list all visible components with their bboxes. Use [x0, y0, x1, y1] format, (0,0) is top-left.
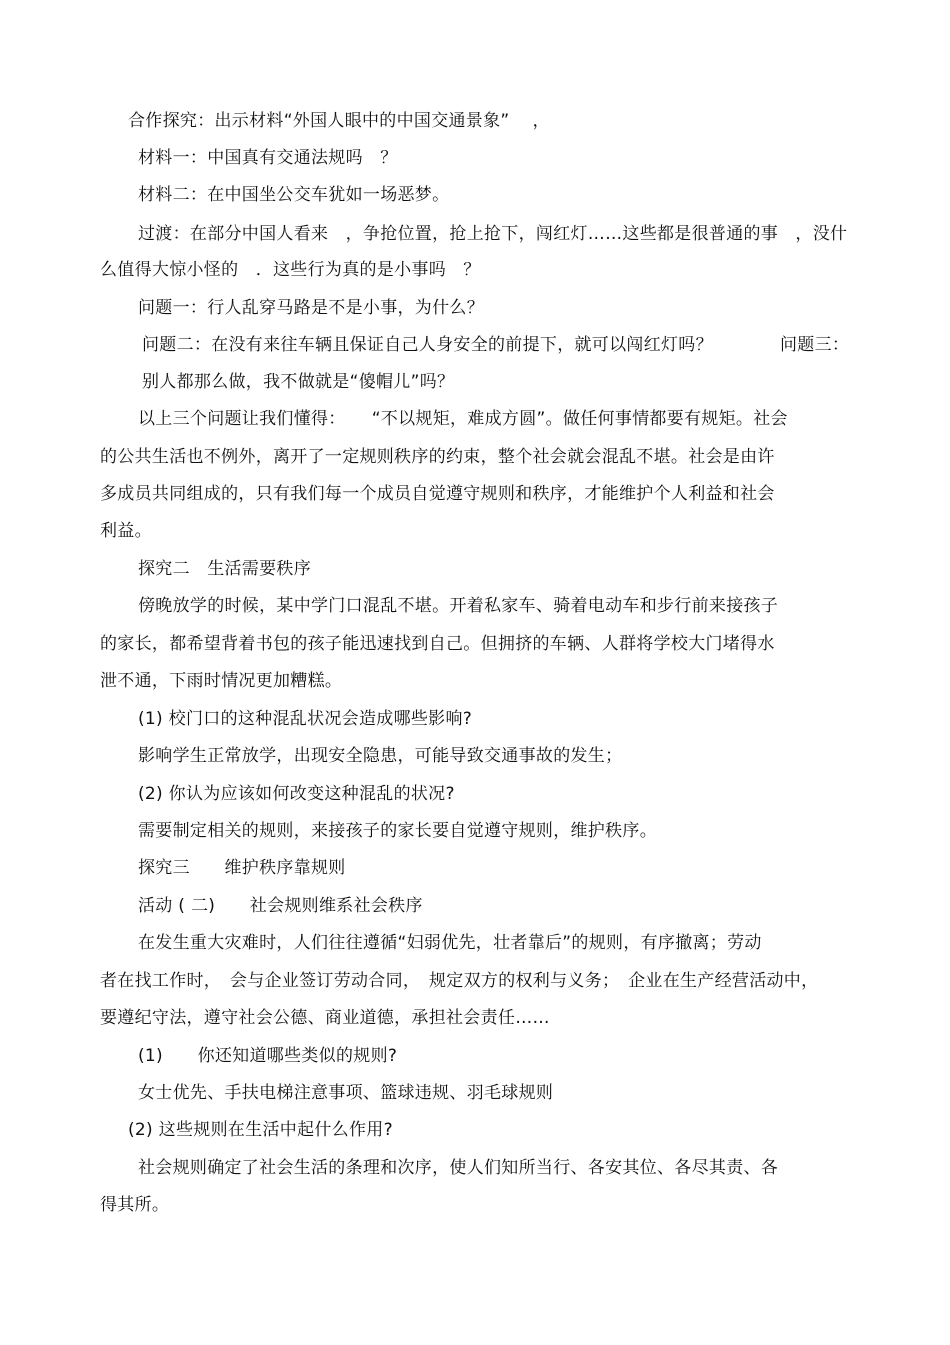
text-line: 在发生重大灾难时，人们往往遵循“妇弱优先，壮者靠后”的规则，有序撤离；劳动 [138, 933, 762, 953]
text-line: 以上三个问题让我们懂得： “不以规矩，难成方圆”。做任何事情都要有规矩。社会 [138, 409, 788, 429]
text-line: 么值得大惊小怪的 ．这些行为真的是小事吗 ？ [100, 260, 481, 280]
text-line: (2) 你认为应该如何改变这种混乱的状况? [138, 784, 455, 804]
text-line: 别人都那么做，我不做就是“傻帽儿”吗？ [142, 372, 455, 392]
text-line: 材料一：中国真有交通法规吗 ？ [138, 148, 398, 168]
text-line: 需要制定相关的规则，来接孩子的家长要自觉遵守规则，维护秩序。 [138, 821, 657, 841]
text-line: 探究三 维护秩序靠规则 [138, 858, 346, 878]
text-line: 问题三： [780, 335, 850, 355]
text-line: (1) 你还知道哪些类似的规则? [138, 1046, 398, 1066]
text-line: 过渡：在部分中国人看来 ，争抢位置，抢上抢下，闯红灯……这些都是很普通的事 ，没什 [138, 224, 848, 244]
text-line: 泄不通，下雨时情况更加糟糕。 [100, 671, 343, 691]
text-line: 多成员共同组成的，只有我们每一个成员自觉遵守规则和秩序，才能维护个人利益和社会 [100, 484, 775, 504]
text-line: 活动 ( 二) 社会规则维系社会秩序 [138, 896, 423, 916]
text-line: 女士优先、手扶电梯注意事项、篮球违规、羽毛球规则 [138, 1083, 554, 1103]
text-line: 要遵纪守法，遵守社会公德、商业道德，承担社会责任…… [100, 1008, 550, 1028]
text-line: 傍晚放学的时候，某中学门口混乱不堪。开着私家车、骑着电动车和步行前来接孩子 [138, 596, 779, 616]
text-line: (1) 校门口的这种混乱状况会造成哪些影响? [138, 709, 473, 729]
text-line: 者在找工作时， 会与企业签订劳动合同， 规定双方的权利与义务； 企业在生产经营活动中， [100, 971, 819, 991]
text-line: 得其所。 [100, 1195, 170, 1215]
text-line: 问题二：在没有来往车辆且保证自己人身安全的前提下，就可以闯红灯吗？ [142, 335, 713, 355]
text-line: 影响学生正常放学，出现安全隐患，可能导致交通事故的发生； [138, 746, 623, 766]
text-line: 的家长，都希望背着书包的孩子能迅速找到自己。但拥挤的车辆、人群将学校大门堵得水 [100, 634, 775, 654]
text-line: (2) 这些规则在生活中起什么作用? [128, 1120, 393, 1140]
text-line: 社会规则确定了社会生活的条理和次序，使人们知所当行、各安其位、各尽其责、各 [138, 1158, 779, 1178]
text-line: 材料二：在中国坐公交车犹如一场恶梦。 [138, 185, 450, 205]
text-line: 合作探究：出示材料“外国人眼中的中国交通景象” ， [128, 111, 550, 131]
text-line: 利益。 [100, 521, 152, 541]
text-line: 的公共生活也不例外，离开了一定规则秩序的约束，整个社会就会混乱不堪。社会是由许 [100, 447, 775, 467]
text-line: 问题一：行人乱穿马路是不是小事，为什么？ [138, 298, 484, 318]
text-line: 探究二 生活需要秩序 [138, 559, 311, 579]
